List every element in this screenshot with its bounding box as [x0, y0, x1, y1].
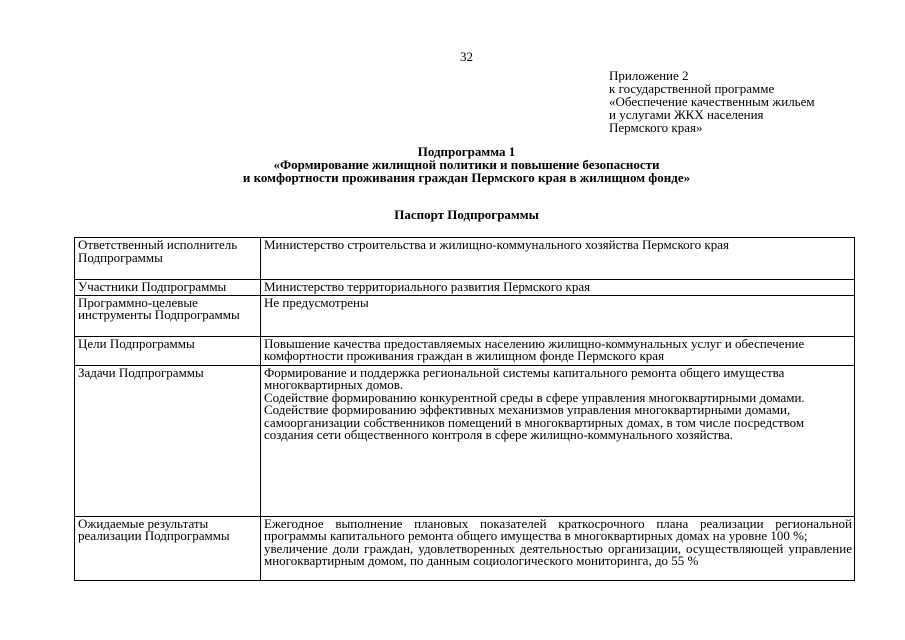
appendix-line: к государственной программе [609, 81, 775, 96]
table-row [75, 516, 855, 580]
row-label: Ожидаемые результаты реализации Подпрограммы [75, 516, 261, 580]
appendix-line: и услугами ЖКХ населения [609, 107, 764, 122]
row-label: Задачи Подпрограммы [75, 365, 261, 516]
row-value-text: Содействие формированию эффективных механизмов управления многоквартирными домами, самоорганизации собственников помещений в многоквартирных домах, в том числе посредством создания сети общественного контроля в сфере жилищно-коммунального хозяйства. [264, 402, 805, 442]
row-value [261, 295, 855, 336]
row-label: Ответственный исполнитель Подпрограммы [75, 238, 261, 280]
table-row [75, 280, 855, 296]
row-label: Участники Подпрограммы [75, 280, 261, 296]
row-value-text: Повышение качества предоставляемых населению жилищно-коммунальных услуг и обеспечение комфортности проживания граждан в жилищном фонде Пермского края [264, 335, 805, 363]
table-row [75, 238, 855, 280]
row-value-text: Министерство строительства и жилищно-коммунального хозяйства Пермского края [264, 237, 729, 252]
row-value [261, 238, 855, 280]
passport-title: Паспорт Подпрограммы [394, 207, 539, 222]
row-value-text: Не предусмотрены [264, 294, 369, 310]
row-value-text: Содействие формированию конкурентной среды в сфере управления многоквартирными домами. [264, 389, 805, 405]
appendix-line: Пермского края» [609, 120, 703, 135]
table-row [75, 336, 855, 365]
row-value-text: увеличение доли граждан, удовлетворенных деятельностью организации, осуществляющей управление многоквартирным домом, по данным социологического мониторинга, до 55 % [264, 540, 852, 568]
row-label: Программно-целевые инструменты Подпрограммы [75, 295, 261, 336]
appendix-line: Приложение 2 [609, 68, 689, 83]
appendix-line: «Обеспечение качественным жильем [609, 94, 815, 109]
table-row [75, 295, 855, 336]
row-value-text: Министерство территориального развития Пермского края [264, 279, 591, 294]
page-number: 32 [460, 49, 473, 64]
row-value [261, 365, 855, 516]
row-value [261, 280, 855, 296]
row-value-text: Формирование и поддержка региональной системы капитального ремонта общего имущества многоквартирных домов. [264, 364, 785, 392]
subprogram-number: Подпрограмма 1 [417, 144, 516, 159]
row-value-text: Ежегодное выполнение плановых показателей краткосрочного плана реализации региональной программы капитального ремонта общего имущества в многоквартирных домах на уровне 100 %; [264, 515, 852, 543]
row-value [261, 516, 855, 580]
row-value [261, 336, 855, 365]
table-row [75, 365, 855, 516]
subprogram-title-line: «Формирование жилищной политики и повышение безопасности [273, 157, 660, 172]
subprogram-heading [0, 145, 905, 184]
passport-table [74, 237, 855, 581]
appendix-note [609, 69, 815, 134]
row-label: Цели Подпрограммы [75, 336, 261, 365]
subprogram-title-line: и комфортности проживания граждан Пермского края в жилищном фонде» [242, 170, 691, 185]
